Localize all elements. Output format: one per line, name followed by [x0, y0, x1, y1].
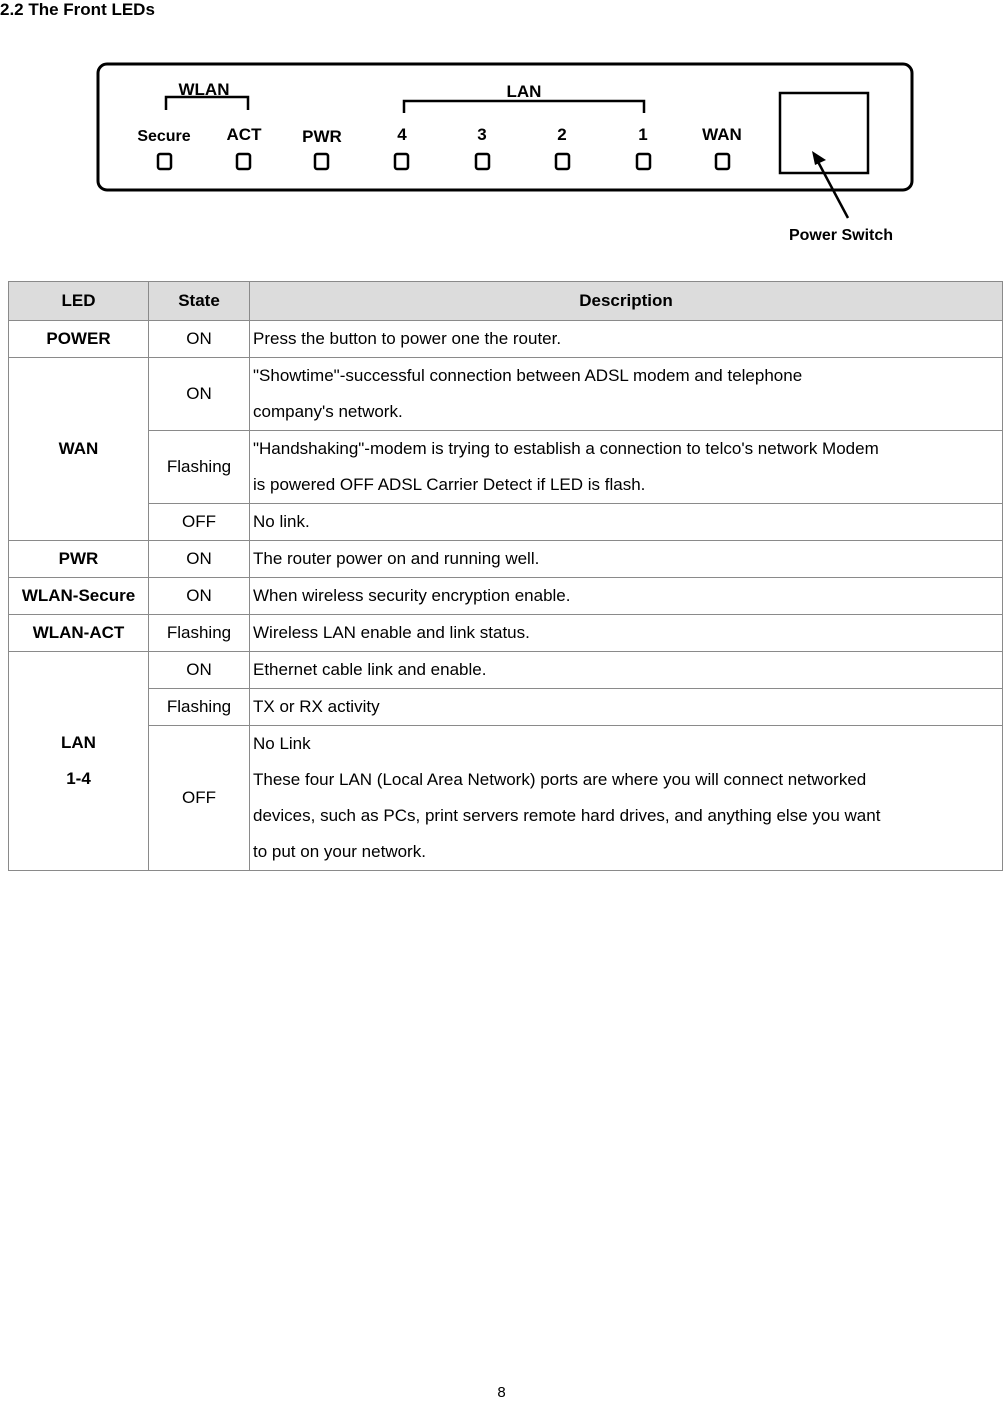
table-row	[9, 578, 1003, 615]
led-pwr	[315, 154, 328, 169]
led-label-lan2: 2	[557, 125, 567, 144]
section-heading: 2.2 The Front LEDs	[0, 0, 155, 19]
header-led: LED	[9, 282, 149, 321]
led-label-lan1: 1	[638, 125, 648, 144]
description-cell: Wireless LAN enable and link status.	[250, 615, 1003, 652]
led-cell: WLAN-Secure	[9, 578, 149, 615]
led-label-lan3: 3	[477, 125, 487, 144]
led-table	[8, 281, 1003, 871]
description-cell: TX or RX activity	[250, 689, 1003, 726]
state-cell: ON	[149, 652, 250, 689]
led-label-pwr: PWR	[302, 127, 342, 146]
state-cell: OFF	[149, 726, 250, 871]
led-cell: POWER	[9, 321, 149, 358]
led-label-act: ACT	[226, 125, 262, 144]
state-cell: ON	[149, 321, 250, 358]
led-cell: LAN 1-4	[9, 652, 149, 871]
led-lan1	[637, 154, 650, 169]
state-cell: ON	[149, 541, 250, 578]
header-description: Description	[250, 282, 1003, 321]
description-cell: Ethernet cable link and enable.	[250, 652, 1003, 689]
group-label-wlan: WLAN	[178, 80, 230, 99]
table-row	[9, 652, 1003, 689]
led-label-lan4: 4	[397, 125, 407, 144]
description-cell: The router power on and running well.	[250, 541, 1003, 578]
description-cell: "Showtime"-successful connection between ADSL modem and telephone company's network.	[250, 358, 1003, 431]
table-row	[9, 431, 1003, 504]
led-cell: PWR	[9, 541, 149, 578]
front-panel-diagram	[96, 60, 916, 240]
state-cell: Flashing	[149, 431, 250, 504]
description-cell: When wireless security encryption enable.	[250, 578, 1003, 615]
led-label-secure: Secure	[137, 128, 191, 145]
table-row	[9, 321, 1003, 358]
led-lan3	[476, 154, 489, 169]
power-switch	[780, 93, 868, 173]
power-switch-label: Power Switch	[788, 227, 894, 240]
header-state: State	[149, 282, 250, 321]
group-label-lan: LAN	[506, 82, 542, 101]
led-lan4	[395, 154, 408, 169]
led-wan	[716, 154, 729, 169]
table-row	[9, 358, 1003, 431]
description-cell: No link.	[250, 504, 1003, 541]
table-row	[9, 541, 1003, 578]
table-row	[9, 615, 1003, 652]
table-row	[9, 726, 1003, 871]
table-header-row	[9, 282, 1003, 321]
description-cell: No Link These four LAN (Local Area Network) ports are where you will connect networked devices, such as PCs, print servers remote hard drives, and anything else you want to put on your network.	[250, 726, 1003, 871]
page-number: 8	[497, 1384, 506, 1401]
led-secure	[158, 154, 171, 169]
state-cell: ON	[149, 578, 250, 615]
state-cell: Flashing	[149, 615, 250, 652]
state-cell: ON	[149, 358, 250, 431]
state-cell: OFF	[149, 504, 250, 541]
led-act	[237, 154, 250, 169]
led-cell: WAN	[9, 358, 149, 541]
description-cell: Press the button to power one the router.	[250, 321, 1003, 358]
table-row	[9, 689, 1003, 726]
led-label-wan: WAN	[702, 125, 742, 144]
description-cell: "Handshaking"-modem is trying to establish a connection to telco's network Modem is powered OFF ADSL Carrier Detect if LED is flash.	[250, 431, 1003, 504]
led-cell: WLAN-ACT	[9, 615, 149, 652]
table-row	[9, 504, 1003, 541]
state-cell: Flashing	[149, 689, 250, 726]
led-lan2	[556, 154, 569, 169]
